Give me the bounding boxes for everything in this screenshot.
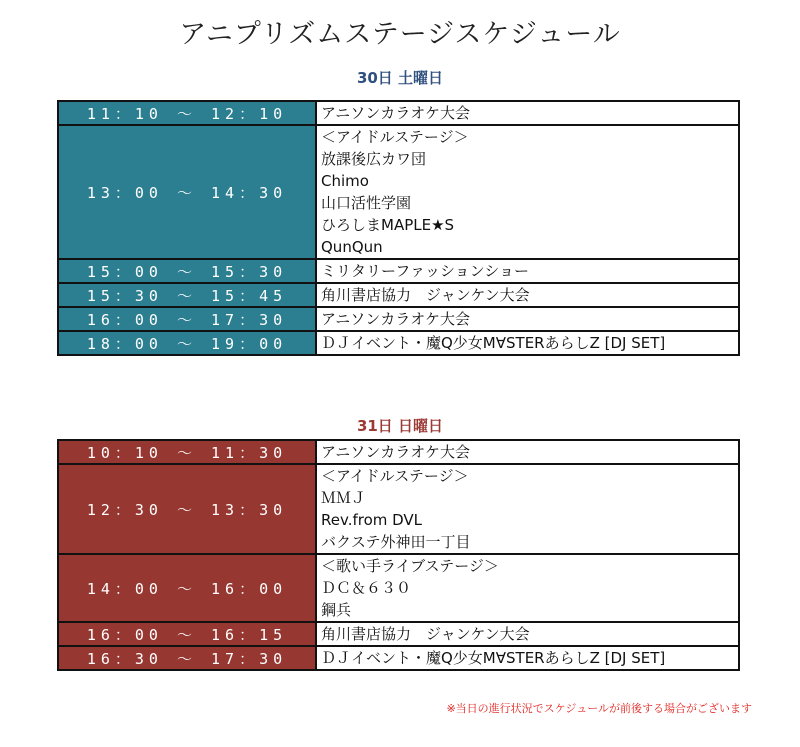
time-slot: 10：10 ～ 11：30 <box>58 440 316 464</box>
event-line: 放課後広カワ団 <box>321 150 427 168</box>
schedule-row <box>58 622 739 646</box>
time-slot: 16：00 ～ 16：15 <box>58 622 316 646</box>
event-line: QunQun <box>321 238 383 256</box>
schedule-table-sunday <box>57 439 740 671</box>
schedule-row <box>58 307 739 331</box>
schedule-row <box>58 554 739 622</box>
schedule-note: ※当日の進行状況でスケジュールが前後する場合がございます <box>446 702 752 715</box>
schedule-row <box>58 646 739 670</box>
event-cell <box>316 464 739 554</box>
event-cell <box>316 283 739 307</box>
time-slot: 12：30 ～ 13：30 <box>58 464 316 554</box>
schedule-body-sunday <box>58 440 739 670</box>
event-line: アニソンカラオケ大会 <box>321 104 470 122</box>
event-line: 角川書店協力 ジャンケン大会 <box>321 625 530 643</box>
event-cell <box>316 646 739 670</box>
event-line: バクステ外神田一丁目 <box>321 533 471 551</box>
page-title: アニプリズムステージスケジュール <box>179 19 621 50</box>
day-heading-saturday: 30日 土曜日 <box>356 69 444 87</box>
event-line: ＜アイドルステージ＞ <box>321 467 469 485</box>
event-cell <box>316 440 739 464</box>
event-line: ＤＪイベント・魔Q少女M∀STERあらしZ [DJ SET] <box>321 334 666 352</box>
schedule-row <box>58 464 739 554</box>
event-line: ＜アイドルステージ＞ <box>321 128 469 146</box>
time-slot: 11：10 ～ 12：10 <box>58 101 316 125</box>
schedule-row <box>58 440 739 464</box>
event-line: ＭＭＪ <box>321 489 367 507</box>
day-heading-sunday: 31日 日曜日 <box>356 417 444 435</box>
event-cell <box>316 101 739 125</box>
schedule-row <box>58 125 739 259</box>
time-slot: 13：00 ～ 14：30 <box>58 125 316 259</box>
event-line: ＤＣ＆６３０ <box>321 579 412 597</box>
time-slot: 16：00 ～ 17：30 <box>58 307 316 331</box>
event-line: アニソンカラオケ大会 <box>321 310 470 328</box>
event-cell <box>316 331 739 355</box>
event-cell <box>316 622 739 646</box>
event-cell <box>316 307 739 331</box>
event-cell <box>316 259 739 283</box>
event-line: 角川書店協力 ジャンケン大会 <box>321 286 530 304</box>
event-line: ＜歌い手ライブステージ＞ <box>321 557 499 575</box>
event-cell <box>316 554 739 622</box>
event-line: 鋼兵 <box>321 601 352 619</box>
schedule-row <box>58 283 739 307</box>
event-line: ひろしまMAPLE★S <box>321 216 455 234</box>
time-slot: 18：00 ～ 19：00 <box>58 331 316 355</box>
event-line: ＤＪイベント・魔Q少女M∀STERあらしZ [DJ SET] <box>321 649 666 667</box>
schedule-row <box>58 331 739 355</box>
event-cell <box>316 125 739 259</box>
schedule-row <box>58 259 739 283</box>
event-line: ミリタリーファッションショー <box>321 262 529 280</box>
schedule-table-saturday <box>57 100 740 356</box>
event-line: アニソンカラオケ大会 <box>321 443 470 461</box>
event-line: Chimo <box>321 172 369 190</box>
schedule-row <box>58 101 739 125</box>
schedule-body-saturday <box>58 101 739 355</box>
event-line: 山口活性学園 <box>321 194 412 212</box>
event-line: Rev.from DVL <box>321 511 423 529</box>
time-slot: 14：00 ～ 16：00 <box>58 554 316 622</box>
time-slot: 16：30 ～ 17：30 <box>58 646 316 670</box>
time-slot: 15：00 ～ 15：30 <box>58 259 316 283</box>
time-slot: 15：30 ～ 15：45 <box>58 283 316 307</box>
